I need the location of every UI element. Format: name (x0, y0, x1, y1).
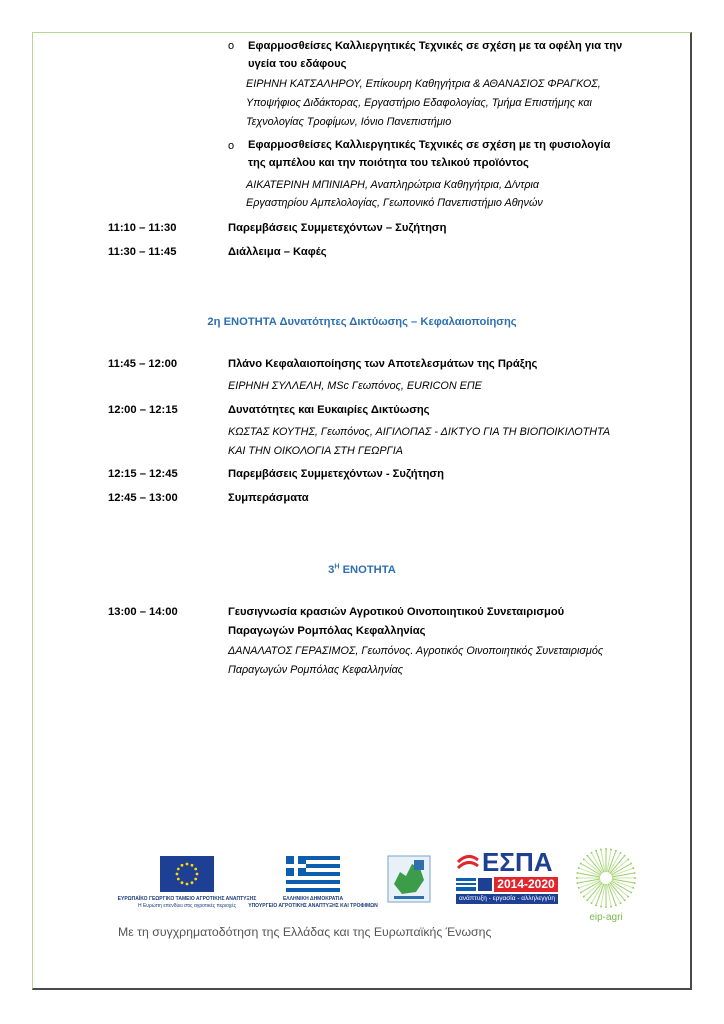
session-author: Τεχνολογίας Τροφίμων, Ιόνιο Πανεπιστήμιο (246, 116, 452, 128)
section-heading: 2η ΕΝΟΤΗΤΑ Δυνατότητες Δικτύωσης – Κεφαλαιοποίησης (207, 316, 517, 328)
espa-emblem-icon (456, 850, 480, 874)
session-title: Εφαρμοσθείσες Καλλιεργητικές Τεχνικές σε σχέση με τη φυσιολογία (248, 139, 611, 151)
gr-caption: ΥΠΟΥΡΓΕΙΟ ΑΓΡΟΤΙΚΗΣ ΑΝΑΠΤΥΞΗΣ ΚΑΙ ΤΡΟΦΙΜΩΝ (248, 903, 378, 909)
mini-greek-flag-icon (456, 878, 476, 891)
session-title: Εφαρμοσθείσες Καλλιεργητικές Τεχνικές σε σχέση με τα οφέλη για την (248, 40, 623, 52)
section-heading: $3^H$ ΕΝΟΤΗΤΑ (328, 563, 396, 576)
session-title: Πλάνο Κεφαλαιοποίησης των Αποτελεσμάτων της Πράξης (228, 358, 538, 370)
network-map-logo (386, 854, 432, 904)
session-title: Διάλλειμα – Καφές (228, 246, 327, 258)
time-slot: 12:45 – 13:00 (108, 492, 178, 504)
cofunding-text: Με τη συγχρηματοδότηση της Ελλάδας και της Ευρωπαϊκής Ένωσης (118, 925, 492, 939)
session-author: Εργαστηρίου Αμπελολογίας, Γεωπονικό Πανεπιστήμιο Αθηνών (246, 197, 543, 209)
greek-flag-icon (286, 856, 340, 892)
session-title: Παρεμβάσεις Συμμετεχόντων - Συζήτηση (228, 468, 444, 480)
greek-flag-logo (286, 856, 340, 892)
eu-flag-logo (160, 856, 214, 892)
time-slot: 11:45 – 12:00 (108, 358, 178, 370)
session-author: ΚΑΙ ΤΗΝ ΟΙΚΟΛΟΓΙΑ ΣΤΗ ΓΕΩΡΓΙΑ (228, 445, 403, 457)
mini-eu-flag-icon (478, 878, 492, 891)
gr-caption: ΕΛΛΗΝΙΚΗ ΔΗΜΟΚΡΑΤΙΑ (282, 896, 344, 902)
session-author: Υποψήφιος Διδάκτορας, Εργαστήριο Εδαφολογίας, Τμήμα Επιστήμης και (246, 97, 592, 109)
espa-title: ΕΣΠΑ (482, 847, 553, 877)
espa-years: 2014-2020 (494, 877, 558, 892)
eu-caption: Η Ευρώπη επενδύει στις αγροτικές περιοχές (137, 903, 237, 909)
session-title: Δυνατότητες και Ευκαιρίες Δικτύωσης (228, 404, 430, 416)
eip-agri-logo (568, 846, 644, 922)
time-slot: 11:30 – 11:45 (108, 246, 177, 258)
eip-burst-icon (568, 846, 644, 922)
espa-logo (456, 848, 560, 906)
session-author: ΚΩΣΤΑΣ ΚΟΥΤΗΣ, Γεωπόνος, ΑΙΓΙΛΟΠΑΣ - ΔΙΚΤΥΟ ΓΙΑ ΤΗ ΒΙΟΠΟΙΚΙΛΟΤΗΤΑ (228, 426, 611, 438)
session-author: ΑΙΚΑΤΕΡΙΝΗ ΜΠΙΝΙΑΡΗ, Αναπληρώτρια Καθηγήτρια, Δ/ντρια (246, 179, 540, 191)
eu-stars-icon (160, 856, 214, 892)
session-author: ΕΙΡΗΝΗ ΚΑΤΣΑΛΗΡΟΥ, Επίκουρη Καθηγήτρια & ΑΘΑΝΑΣΙΟΣ ΦΡΑΓΚΟΣ, (246, 78, 601, 90)
bullet-marker: o (228, 140, 235, 152)
time-slot: 12:15 – 12:45 (108, 468, 178, 480)
eip-label: eip-agri (589, 912, 623, 923)
session-title: Συμπεράσματα (228, 492, 309, 504)
espa-tagline: ανάπτυξη - εργασία - αλληλεγγύη (456, 894, 558, 904)
time-slot: 13:00 – 14:00 (108, 606, 178, 618)
session-author: ΔΑΝΑΛΑΤΟΣ ΓΕΡΑΣΙΜΟΣ, Γεωπόνος. Αγροτικός Οινοποιητικός Συνεταιρισμός (228, 645, 604, 657)
time-slot: 11:10 – 11:30 (108, 222, 177, 234)
session-title: Παρεμβάσεις Συμμετεχόντων – Συζήτηση (228, 222, 447, 234)
map-emblem-icon (386, 854, 432, 904)
session-title: Γευσιγνωσία κρασιών Αγροτικού Οινοποιητικού Συνεταιρισμού (228, 606, 565, 618)
session-author: ΕΙΡΗΝΗ ΣΥΛΛΕΛΗ, MSc Γεωπόνος, EURICON ΕΠΕ (228, 380, 482, 392)
session-title: Παραγωγών Ρομπόλας Κεφαλληνίας (228, 625, 426, 637)
session-title: υγεία του εδάφους (248, 58, 347, 70)
eu-caption: ΕΥΡΩΠΑΪΚΟ ΓΕΩΡΓΙΚΟ ΤΑΜΕΙΟ ΑΓΡΟΤΙΚΗΣ ΑΝΑΠΤΥΞΗΣ (117, 896, 257, 902)
session-title: της αμπέλου και την ποιότητα του τελικού προϊόντος (248, 157, 529, 169)
session-author: Παραγωγών Ρομπόλας Κεφαλληνίας (228, 664, 404, 676)
time-slot: 12:00 – 12:15 (108, 404, 178, 416)
bullet-marker: o (228, 40, 235, 52)
